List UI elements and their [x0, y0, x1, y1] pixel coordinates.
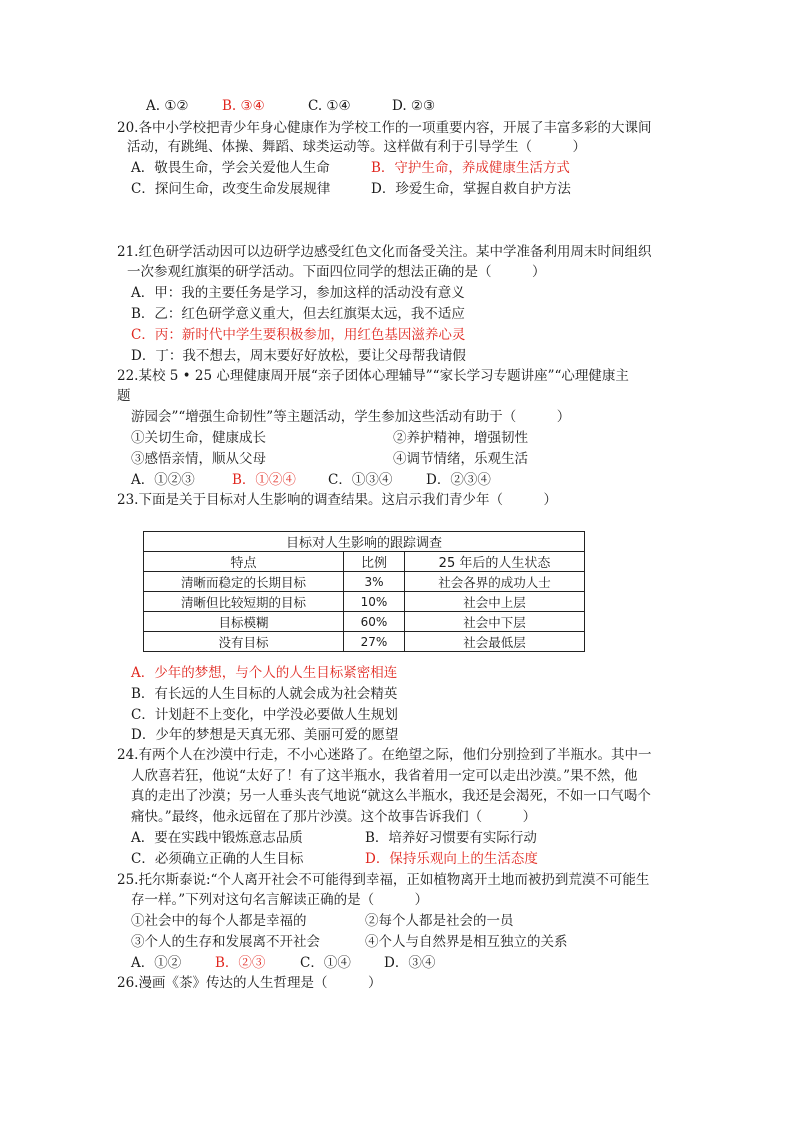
q22-option-c: C．①③④	[328, 472, 393, 488]
table-cell: 社会各界的成功人士	[405, 572, 585, 592]
q23-option-c: C．计划赶不上变化，中学没必要做人生规划	[131, 707, 398, 723]
table-cell: 清晰而稳定的长期目标	[144, 572, 344, 592]
table-row	[144, 592, 585, 612]
q19-option-c: C. ①④	[308, 98, 351, 114]
q21-stem-line-1: 21.红色研学活动因可以边研学边感受红色文化而备受关注。某中学准备利用周末时间组织	[117, 244, 652, 260]
survey-header-ratio: 比例	[344, 552, 405, 572]
q25-stem-line-2: 存一样。”下列对这句名言解读正确的是（ ）	[131, 892, 429, 908]
q25-option-b: B．②③	[215, 955, 266, 971]
q25-item-4: ④个人与自然界是相互独立的关系	[365, 934, 568, 950]
table-cell: 社会中下层	[405, 612, 585, 632]
q25-item-1: ①社会中的每个人都是幸福的	[131, 913, 307, 929]
table-cell: 目标模糊	[144, 612, 344, 632]
q24-option-b: B．培养好习惯要有实际行动	[365, 830, 537, 846]
q19-option-a: A. ①②	[146, 98, 189, 114]
table-cell: 社会最低层	[405, 632, 585, 652]
table-cell: 没有目标	[144, 632, 344, 652]
table-cell: 清晰但比较短期的目标	[144, 592, 344, 612]
q19-option-b: B. ③④	[222, 98, 265, 114]
q25-option-c: C．①④	[300, 955, 351, 971]
q20-option-a: A．敬畏生命，学会关爱他人生命	[131, 160, 330, 176]
table-cell: 10%	[344, 592, 405, 612]
q24-stem-line-3: 真的走出了沙漠；另一人垂头丧气地说“就这么半瓶水，我还是会渴死，不如一口气喝个	[131, 788, 651, 804]
q22-item-3: ③感悟亲情，顺从父母	[131, 451, 266, 467]
table-row	[144, 612, 585, 632]
table-cell: 社会中上层	[405, 592, 585, 612]
table-cell: 60%	[344, 612, 405, 632]
q21-option-c: C．丙：新时代中学生要积极参加，用红色基因滋养心灵	[131, 327, 466, 343]
q23-option-a: A．少年的梦想，与个人的人生目标紧密相连	[131, 665, 398, 681]
q23-stem-line-1: 23.下面是关于目标对人生影响的调查结果。这启示我们青少年（ ）	[117, 492, 557, 508]
table-row	[144, 632, 585, 652]
q22-item-1: ①关切生命，健康成长	[131, 430, 266, 446]
q24-option-c: C．必须确立正确的人生目标	[131, 851, 304, 867]
q20-stem-line-1: 20.各中小学校把青少年身心健康作为学校工作的一项重要内容，开展了丰富多彩的大课间	[117, 120, 652, 136]
survey-header-feature: 特点	[144, 552, 344, 572]
q21-option-a: A．甲：我的主要任务是学习，参加这样的活动没有意义	[131, 285, 465, 301]
q22-option-b: B．①②④	[232, 472, 296, 488]
q20-option-c: C．探问生命，改变生命发展规律	[131, 181, 331, 197]
q20-option-b: B．守护生命，养成健康生活方式	[371, 160, 570, 176]
table-row	[144, 572, 585, 592]
table-cell: 3%	[344, 572, 405, 592]
q20-stem-line-2: 活动，有跳绳、体操、舞蹈、球类运动等。这样做有利于引导学生（ ）	[127, 139, 586, 155]
q21-option-d: D．丁：我不想去，周末要好好放松，要让父母帮我请假	[131, 348, 466, 364]
q22-item-2: ②养护精神，增强韧性	[393, 430, 528, 446]
q24-stem-line-2: 人欣喜若狂，他说“太好了！有了这半瓶水，我省着用一定可以走出沙漠。”果不然，他	[131, 768, 638, 784]
q24-option-a: A．要在实践中锻炼意志品质	[131, 830, 303, 846]
q22-stem-line-2: 题	[117, 388, 131, 404]
q25-option-a: A．①②	[131, 955, 182, 971]
survey-table	[143, 531, 585, 652]
q25-option-d: D．③④	[384, 955, 436, 971]
q19-option-d: D. ②③	[392, 98, 436, 114]
survey-header-status: 25 年后的人生状态	[405, 552, 585, 572]
q24-stem-line-1: 24.有两个人在沙漠中行走，不小心迷路了。在绝望之际，他们分别捡到了半瓶水。其中一	[117, 747, 652, 763]
q22-option-d: D．②③④	[426, 472, 491, 488]
q25-stem-line-1: 25.托尔斯泰说:“个人离开社会不可能得到幸福，正如植物离开土地而被扔到荒漠不可能生	[117, 872, 650, 888]
q24-option-d: D．保持乐观向上的生活态度	[365, 851, 538, 867]
q22-stem-line-3: 游园会”“增强生命韧性”等主题活动，学生参加这些活动有助于（ ）	[131, 409, 571, 425]
q21-option-b: B．乙：红色研学意义重大，但去红旗渠太远，我不适应	[131, 306, 465, 322]
q22-item-4: ④调节情绪，乐观生活	[393, 451, 528, 467]
survey-table-title: 目标对人生影响的跟踪调查	[144, 532, 585, 552]
q23-option-d: D．少年的梦想是天真无邪、美丽可爱的愿望	[131, 727, 399, 743]
q25-item-3: ③个人的生存和发展离不开社会	[131, 934, 320, 950]
q20-option-d: D．珍爱生命，掌握自救自护方法	[371, 181, 571, 197]
table-cell: 27%	[344, 632, 405, 652]
q21-stem-line-2: 一次参观红旗渠的研学活动。下面四位同学的想法正确的是（ ）	[127, 264, 546, 280]
q23-option-b: B．有长远的人生目标的人就会成为社会精英	[131, 686, 398, 702]
q24-stem-line-4: 痛快。”最终，他永远留在了那片沙漠。这个故事告诉我们（ ）	[131, 809, 537, 825]
q22-option-a: A．①②③	[131, 472, 195, 488]
q25-item-2: ②每个人都是社会的一员	[365, 913, 514, 929]
q26-stem-line-1: 26.漫画《茶》传达的人生哲理是（ ）	[117, 975, 382, 991]
q22-stem-line-1: 22.某校 5 • 25 心理健康周开展“亲子团体心理辅导”“家长学习专题讲座”“心理健康主	[117, 368, 629, 384]
